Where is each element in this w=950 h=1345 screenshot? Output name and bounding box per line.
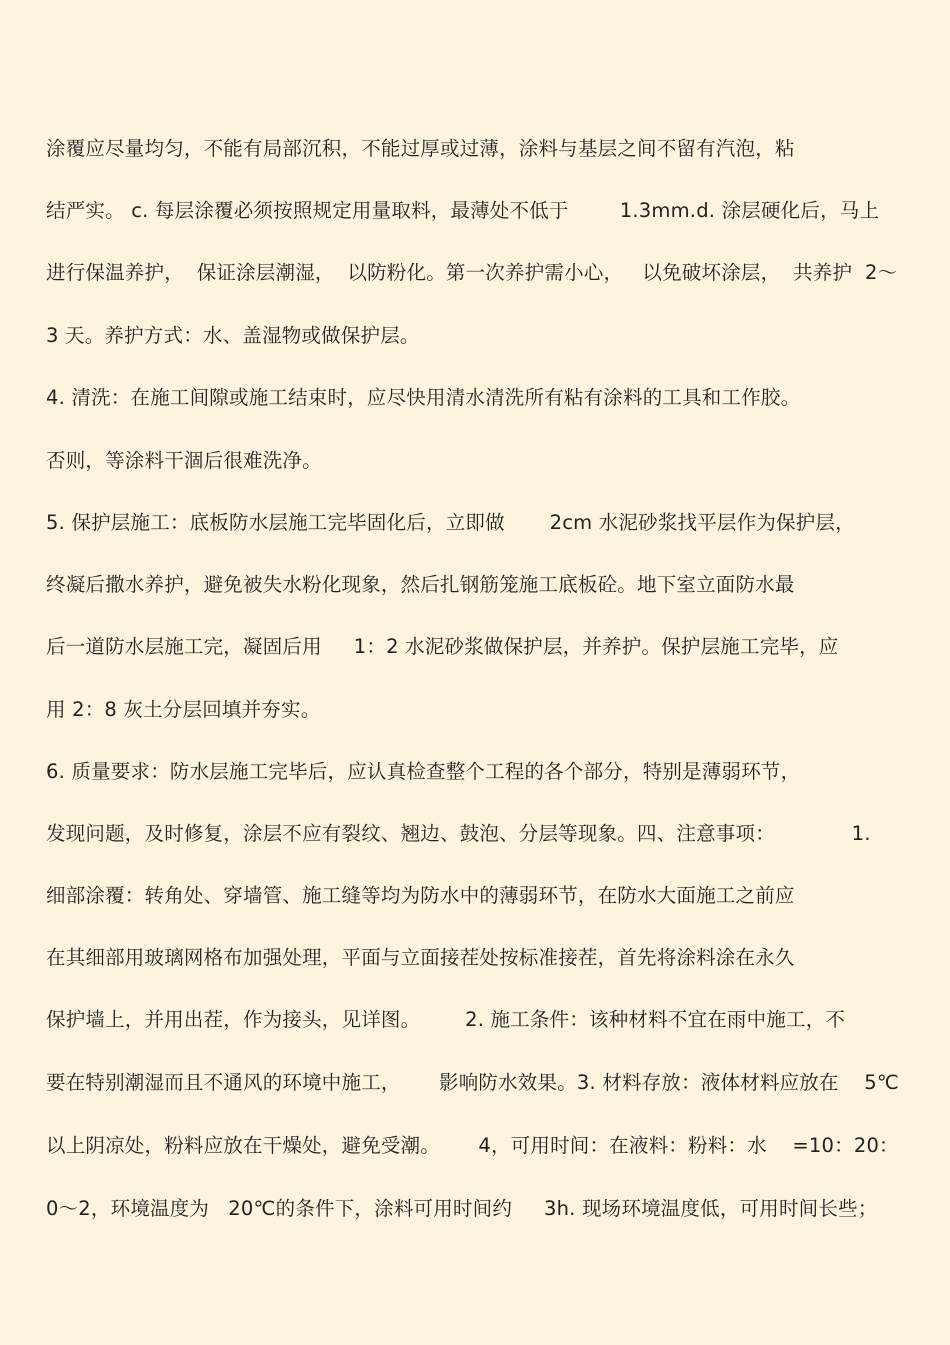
text-line: 后一道防水层施工完，凝固后用 1：2 水泥砂浆做保护层，并养护。保护层施工完毕，应	[46, 635, 839, 658]
text-line: 细部涂覆：转角处、穿墙管、施工缝等均为防水中的薄弱环节，在防水大面施工之前应	[46, 884, 795, 907]
text-line: 4. 清洗：在施工间隙或施工结束时，应尽快用清水清洗所有粘有涂料的工具和工作胶。	[46, 386, 801, 409]
text-line: 发现问题，及时修复，涂层不应有裂纹、翘边、鼓泡、分层等现象。四、注意事项： 1.	[46, 822, 871, 845]
text-line: 涂覆应尽量均匀，不能有局部沉积，不能过厚或过薄，涂料与基层之间不留有汽泡，粘	[46, 137, 795, 160]
text-line: 5. 保护层施工：底板防水层施工完毕固化后，立即做 2cm 水泥砂浆找平层作为保护层，	[46, 511, 855, 534]
text-line: 进行保温养护， 保证涂层潮湿， 以防粉化。第一次养护需小心， 以免破坏涂层， 共养护 2～	[46, 261, 898, 284]
text-line: 3 天。养护方式：水、盖湿物或做保护层。	[46, 324, 420, 347]
text-line: 在其细部用玻璃网格布加强处理，平面与立面接茬处按标准接茬，首先将涂料涂在永久	[46, 946, 795, 969]
text-line: 6. 质量要求：防水层施工完毕后，应认真检查整个工程的各个部分，特别是薄弱环节，	[46, 760, 801, 783]
text-line: 保护墙上，并用出茬，作为接头，见详图。 2. 施工条件：该种材料不宜在雨中施工，不	[46, 1008, 846, 1031]
text-line: 结严实。 c. 每层涂覆必须按照规定用量取料，最薄处不低于 1.3mm.d. 涂层硬化后，马上	[46, 199, 880, 222]
text-line: 0～2，环境温度为 20℃的条件下，涂料可用时间约 3h. 现场环境温度低，可用时间长些；	[46, 1197, 878, 1220]
text-line: 否则，等涂料干涸后很难洗净。	[46, 449, 322, 472]
text-line: 以上阴凉处，粉料应放在干燥处，避免受潮。 4，可用时间：在液料：粉料：水 =10：20：	[46, 1134, 899, 1157]
text-line: 终凝后撒水养护，避免被失水粉化现象，然后扎钢筋笼施工底板砼。地下室立面防水最	[46, 573, 795, 596]
text-line: 要在特别潮湿而且不通风的环境中施工， 影响防水效果。3. 材料存放：液体材料应放在 5℃	[46, 1071, 899, 1094]
text-line: 用 2：8 灰土分层回填并夯实。	[46, 698, 321, 721]
